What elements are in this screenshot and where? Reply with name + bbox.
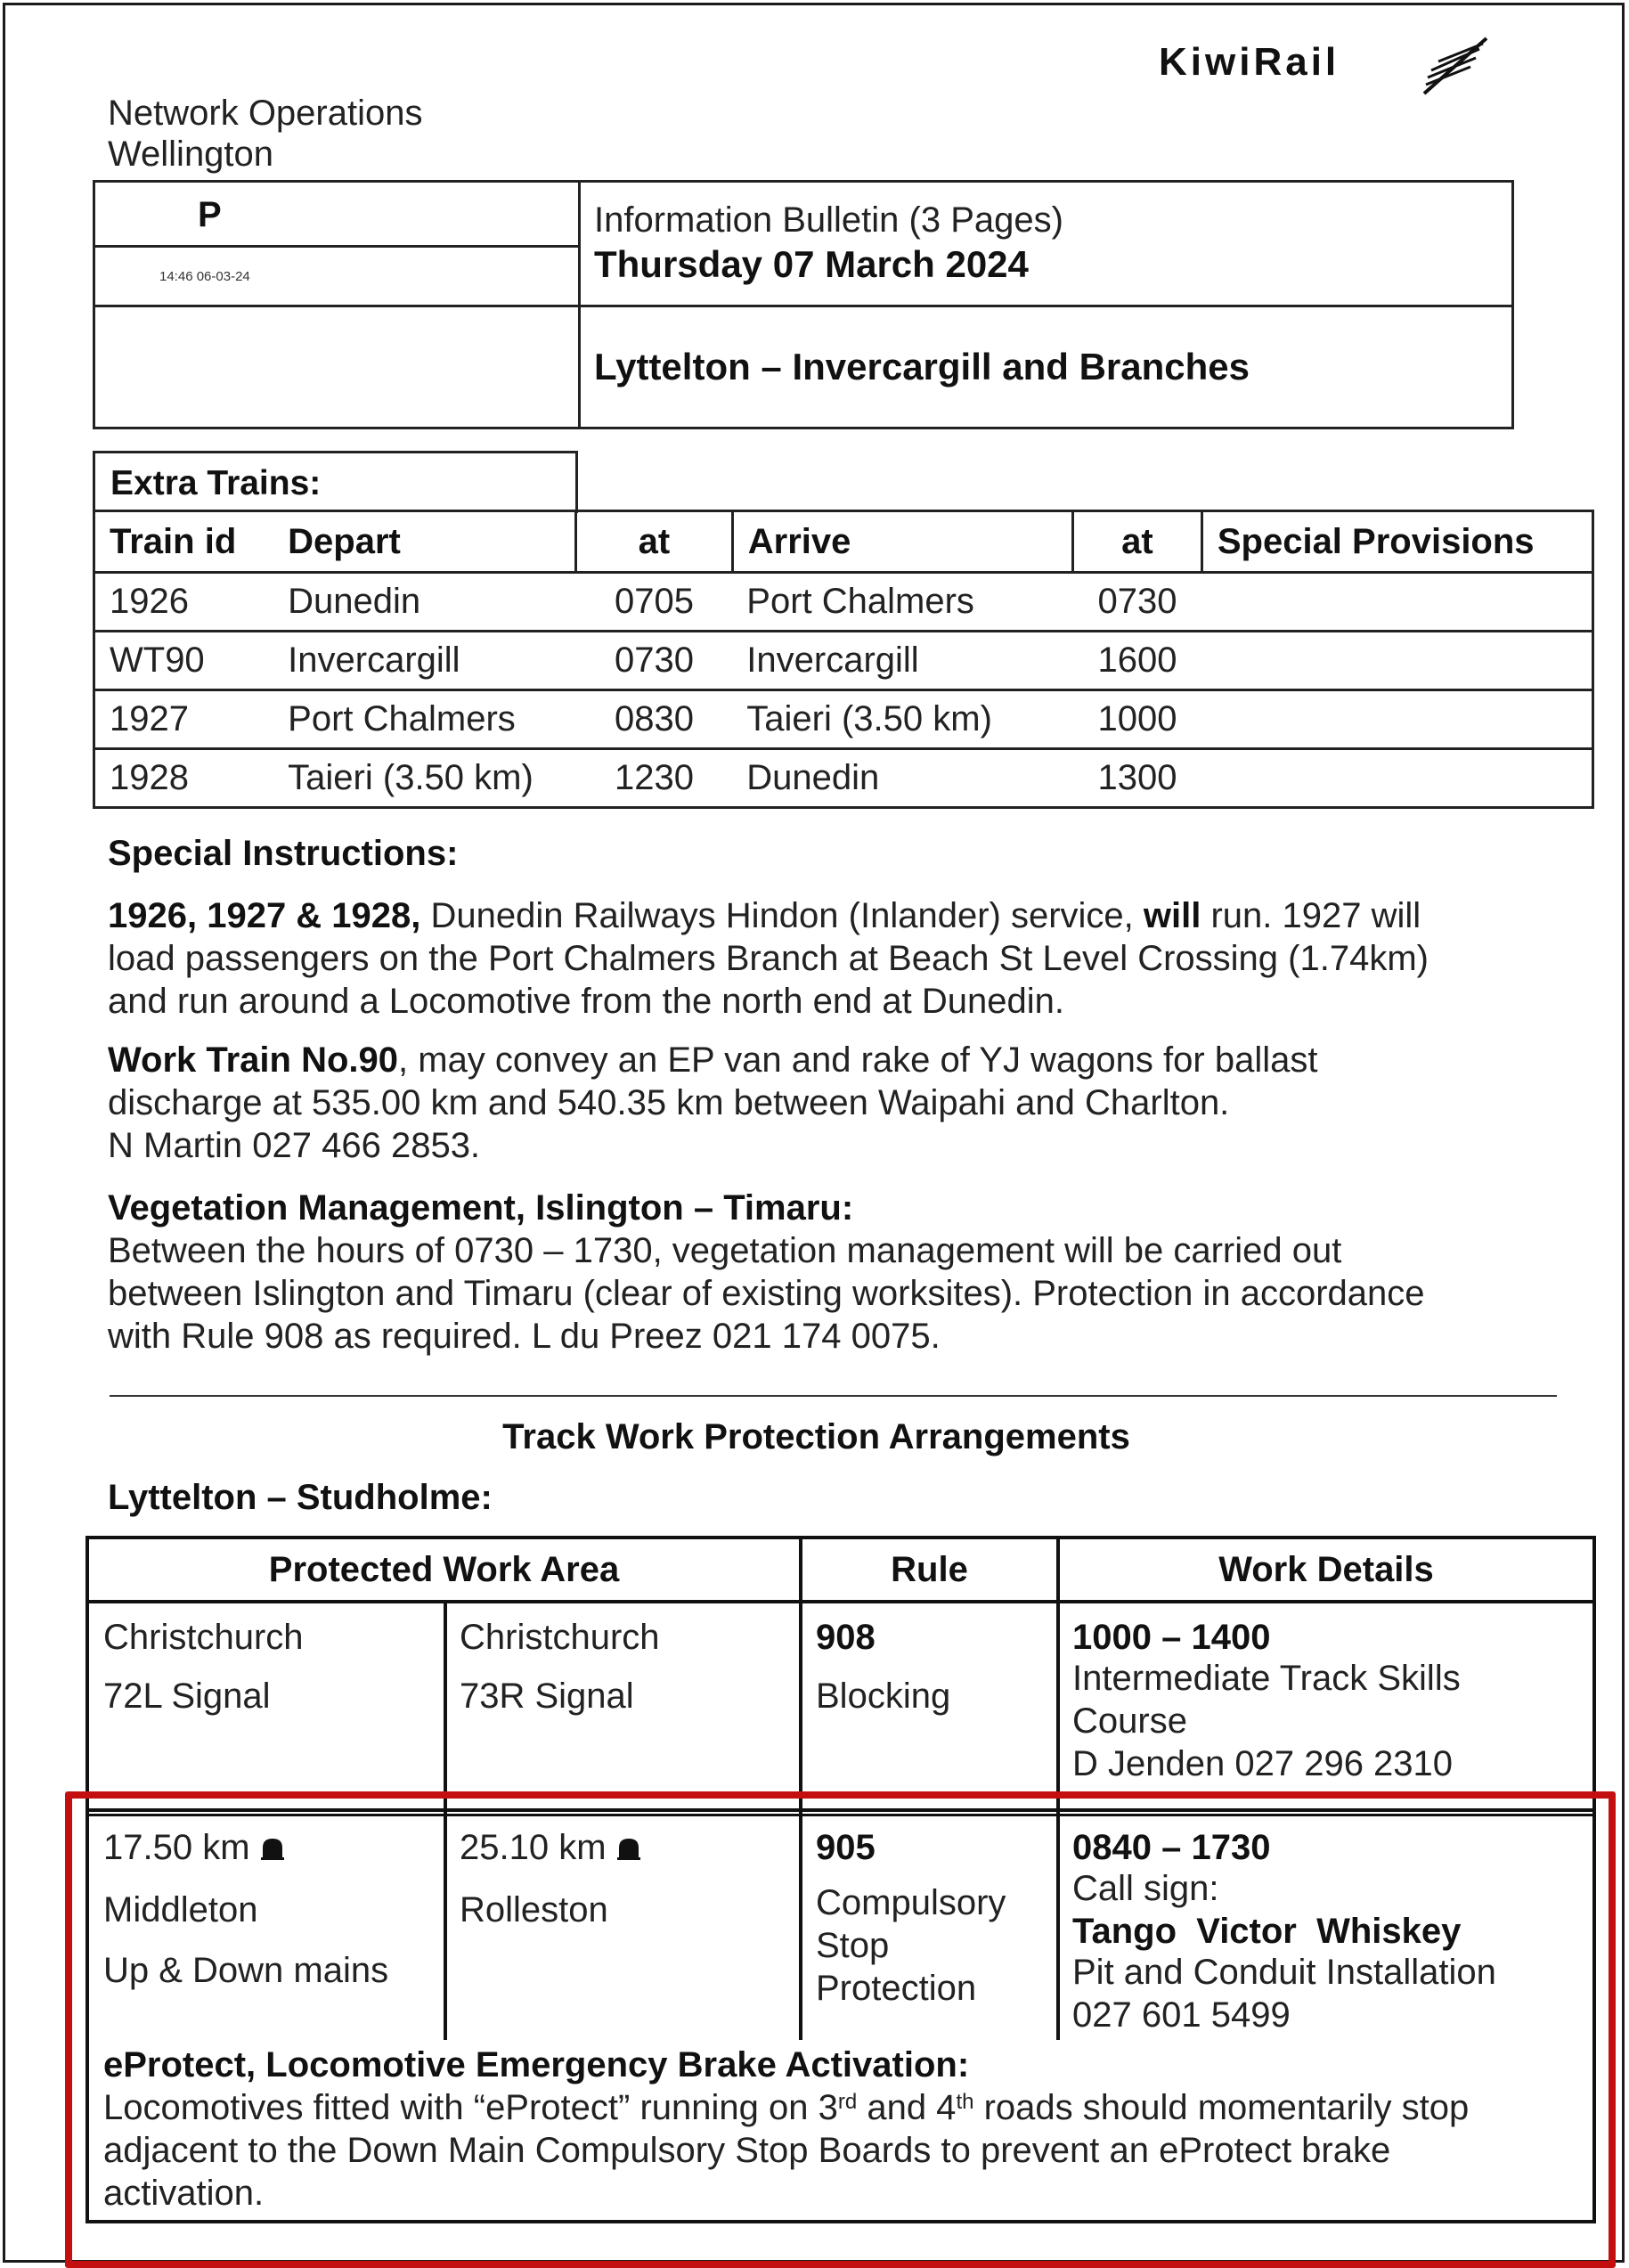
text-span: run. 1927 will (1201, 896, 1421, 935)
cell (1201, 632, 1592, 690)
cell: Port Chalmers (732, 573, 1072, 632)
special-instructions-heading: Special Instructions: (108, 834, 459, 873)
col-header: Depart (273, 511, 575, 573)
cell: 1300 (1073, 749, 1202, 808)
extra-trains-caption: Extra Trains: (110, 464, 322, 502)
highlight-box (65, 1791, 1616, 2268)
eprotect-line-3: activation. (103, 2174, 265, 2213)
cell: Taieri (3.50 km) (273, 749, 575, 808)
bulletin-date: Thursday 07 March 2024 (594, 243, 1029, 285)
row1-rule-name: Blocking (816, 1677, 951, 1716)
table-row (94, 749, 1593, 808)
row2-from-lines: Up & Down mains (103, 1951, 389, 1990)
cell: 0830 (576, 690, 733, 749)
row2-call-label: Call sign: (1072, 1869, 1219, 1908)
work-train-label: Work Train No.90 (108, 1040, 399, 1080)
text-span: Between the hours of 0730 – 1730, vegetation management will be carried out (108, 1231, 1342, 1270)
row1-to-signal: 73R Signal (460, 1677, 634, 1716)
row2-detail-2: 027 601 5499 (1072, 1995, 1291, 2035)
cell: Invercargill (273, 632, 575, 690)
col-header: Special Provisions (1201, 511, 1592, 573)
emphasis: will (1143, 896, 1201, 935)
cell: 0705 (576, 573, 733, 632)
ordinal-suffix: th (956, 2090, 974, 2114)
text-span: discharge at 535.00 km and 540.35 km between Waipahi and Charlton. (108, 1083, 1230, 1122)
cell: Dunedin (273, 573, 575, 632)
row1-detail-1: Intermediate Track Skills (1072, 1659, 1461, 1698)
train-numbers: 1926, 1927 & 1928, (108, 896, 421, 935)
col-header: at (1073, 511, 1202, 573)
col-header-area: Protected Work Area (268, 1550, 620, 1589)
bulletin-region: Lyttelton – Invercargill and Branches (594, 346, 1250, 388)
col-header: at (576, 511, 733, 573)
row2-detail-1: Pit and Conduit Installation (1072, 1953, 1496, 1992)
cell: 1000 (1073, 690, 1202, 749)
col-header: Train id (94, 511, 274, 573)
text-span: N Martin 027 466 2853. (108, 1126, 481, 1165)
row2-from-location: Middleton (103, 1890, 258, 1929)
vegetation-heading: Vegetation Management, Islington – Timaru: (108, 1188, 854, 1228)
extra-trains-table (93, 510, 1594, 809)
table-row (94, 573, 1593, 632)
row2-rule-line-1: Compulsory (816, 1883, 1006, 1922)
row1-detail-3: D Jenden 027 296 2310 (1072, 1744, 1454, 1783)
eprotect-line-2: adjacent to the Down Main Compulsory Stop Boards to prevent an eProtect brake (103, 2131, 1391, 2170)
row1-from-signal: 72L Signal (103, 1677, 271, 1716)
office-line-2: Wellington (108, 135, 274, 174)
cell (1201, 690, 1592, 749)
cell: Taieri (3.50 km) (732, 690, 1072, 749)
bulletin-title: Information Bulletin (3 Pages) (594, 200, 1063, 240)
col-header: Arrive (732, 511, 1072, 573)
cell: 1928 (94, 749, 274, 808)
row1-rule-number: 908 (816, 1618, 876, 1657)
text-span: , may convey an EP van and rake of YJ wagons for ballast (398, 1040, 1318, 1080)
row1-to-location: Christchurch (460, 1618, 660, 1657)
cell: Invercargill (732, 632, 1072, 690)
text-span: Locomotives fitted with “eProtect” running on 3 (103, 2088, 838, 2127)
row2-time: 0840 – 1730 (1072, 1828, 1271, 1867)
km-value: 25.10 km (460, 1828, 607, 1867)
divider (110, 1395, 1557, 1397)
text-span: between Islington and Timaru (clear of existing worksites). Protection in accordance (108, 1274, 1425, 1313)
office-line-1: Network Operations (108, 94, 423, 133)
col-header-rule: Rule (891, 1550, 968, 1589)
eprotect-heading: eProtect, Locomotive Emergency Brake Activation: (103, 2045, 970, 2084)
instruction-paragraph-1 (108, 894, 1533, 1023)
cell: WT90 (94, 632, 274, 690)
row2-call-sign: Tango Victor Whiskey (1072, 1912, 1462, 1951)
cell: 0730 (576, 632, 733, 690)
fern-icon (1419, 35, 1492, 99)
cell (1201, 573, 1592, 632)
cell: 1926 (94, 573, 274, 632)
text-span: and 4 (857, 2088, 957, 2127)
text-span: roads should momentarily stop (973, 2088, 1470, 2127)
row2-rule-line-2: Stop (816, 1926, 890, 1965)
text-span: and run around a Locomotive from the north end at Dunedin. (108, 982, 1065, 1021)
cell: 0730 (1073, 573, 1202, 632)
timestamp: 14:46 06-03-24 (159, 269, 250, 284)
cell: Port Chalmers (273, 690, 575, 749)
row2-to-location: Rolleston (460, 1890, 608, 1929)
row1-from-location: Christchurch (103, 1618, 304, 1657)
cell: 1600 (1073, 632, 1202, 690)
table-row (94, 632, 1593, 690)
ordinal-suffix: rd (837, 2090, 858, 2114)
table-row (94, 690, 1593, 749)
cell: Dunedin (732, 749, 1072, 808)
instruction-paragraph-3 (108, 1187, 1533, 1358)
row1-time: 1000 – 1400 (1072, 1618, 1271, 1657)
priority-label: P (198, 195, 222, 234)
bulletin-header-box (93, 180, 1514, 429)
row2-rule-number: 905 (816, 1828, 876, 1867)
cell: 1927 (94, 690, 274, 749)
logo-text: KiwiRail (1159, 40, 1340, 84)
extra-trains-caption-box (93, 451, 578, 513)
table-header-row (94, 511, 1593, 573)
bulletin-page (3, 3, 1625, 2263)
km-value: 17.50 km (103, 1828, 250, 1867)
cell: 1230 (576, 749, 733, 808)
kiwirail-logo (1159, 35, 1497, 99)
text-span: with Rule 908 as required. L du Preez 021 174 0075. (108, 1317, 941, 1356)
row2-rule-line-3: Protection (816, 1969, 977, 2008)
instruction-paragraph-2 (108, 1039, 1533, 1167)
col-header-details: Work Details (1218, 1550, 1434, 1589)
cell (1201, 749, 1592, 808)
track-work-title: Track Work Protection Arrangements (502, 1417, 1130, 1456)
row1-detail-2: Course (1072, 1701, 1187, 1741)
section-heading: Lyttelton – Studholme: (108, 1478, 493, 1517)
text-span: Dunedin Railways Hindon (Inlander) service, (420, 896, 1144, 935)
text-span: load passengers on the Port Chalmers Branch at Beach St Level Crossing (1.74km) (108, 939, 1429, 978)
